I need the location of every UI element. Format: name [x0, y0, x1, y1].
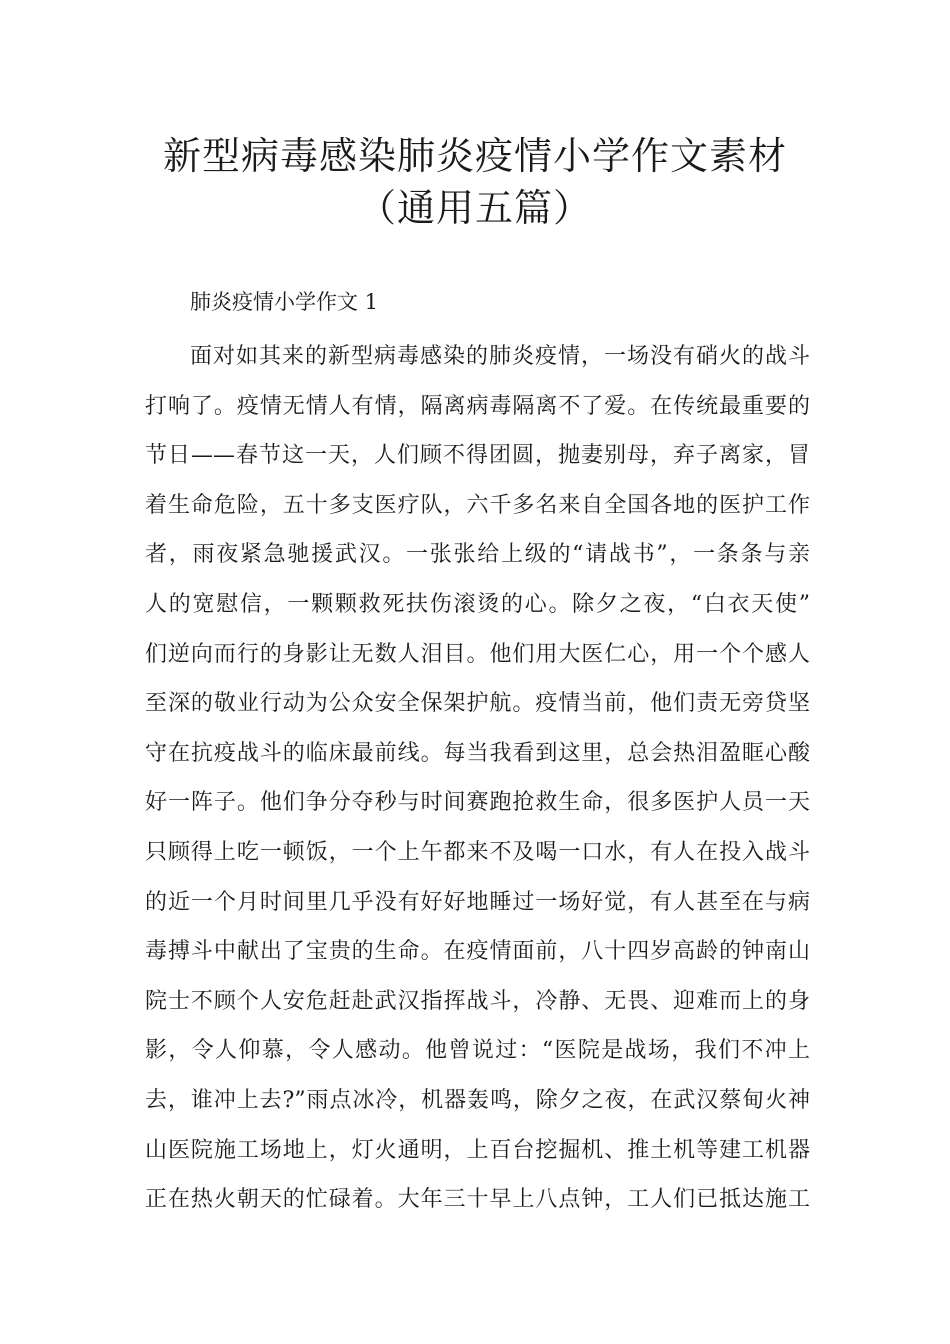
document-title-line-1: 新型病毒感染肺炎疫情小学作文素材	[162, 134, 787, 178]
body-line: 面对如其来的新型病毒感染的肺炎疫情，一场没有硝火的战斗	[190, 344, 810, 369]
body-line: 们逆向而行的身影让无数人泪目。他们用大医仁心，用一个个感人	[145, 641, 810, 667]
body-line: 守在抗疫战斗的临床最前线。每当我看到这里，总会热泪盈眶心酸	[145, 740, 810, 766]
body-line: 正在热火朝天的忙碌着。大年三十早上八点钟，工人们已抵达施工	[145, 1187, 810, 1213]
body-line: 打响了。疫情无情人有情，隔离病毒隔离不了爱。在传统最重要的	[145, 393, 810, 419]
body-line: 节日——春节这一天，人们顾不得团圆，抛妻别母，弃子离家，冒	[145, 443, 810, 469]
body-line: 至深的敬业行动为公众安全保架护航。疫情当前，他们责无旁贷坚	[145, 691, 810, 717]
body-line: 的近一个月时间里几乎没有好好地睡过一场好觉，有人甚至在与病	[145, 889, 810, 915]
body-paragraph	[145, 332, 810, 1225]
document-title-line-2: （通用五篇）	[357, 186, 592, 230]
body-line: 院士不顾个人安危赶赴武汉指挥战斗，冷静、无畏、迎难而上的身	[145, 988, 810, 1014]
body-line: 者，雨夜紧急驰援武汉。一张张给上级的“请战书”，一条条与亲	[145, 542, 810, 568]
body-line: 好一阵子。他们争分夺秒与时间赛跑抢救生命，很多医护人员一天	[145, 790, 810, 816]
body-line: 只顾得上吃一顿饭，一个上午都来不及喝一口水，有人在投入战斗	[145, 839, 810, 865]
body-line: 着生命危险，五十多支医疗队，六千多名来自全国各地的医护工作	[145, 492, 810, 518]
body-line: 人的宽慰信，一颗颗救死扶伤滚烫的心。除夕之夜，“白衣天使”	[145, 591, 810, 617]
body-line: 去，谁冲上去?”雨点冰冷，机器轰鸣，除夕之夜，在武汉蔡甸火神	[145, 1087, 810, 1113]
body-line: 毒搏斗中献出了宝贵的生命。在疫情面前，八十四岁高龄的钟南山	[145, 939, 810, 965]
body-line: 山医院施工场地上，灯火通明，上百台挖掘机、推土机等建工机器	[145, 1137, 810, 1163]
body-line: 影，令人仰慕，令人感动。他曾说过：“医院是战场，我们不冲上	[145, 1038, 810, 1064]
section-heading: 肺炎疫情小学作文 1	[190, 290, 379, 314]
